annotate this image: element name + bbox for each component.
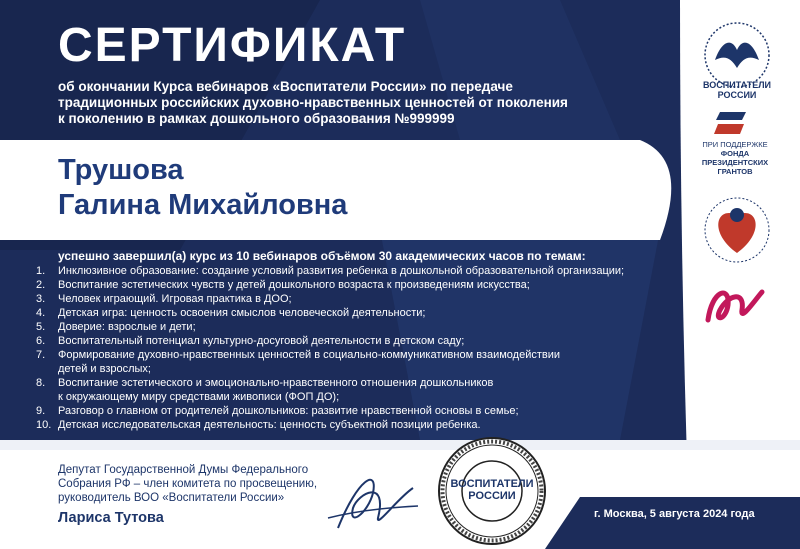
subtitle-line: традиционных российских духовно-нравственных ценностей от поколения xyxy=(58,95,568,110)
list-item: 7. Формирование духовно-нравственных ценностей в социально-коммуникативном взаимодействии детей и взрослых; xyxy=(36,349,561,375)
list-item: 4. Детская игра: ценность освоения смыслов человеческой деятельности; xyxy=(36,307,426,319)
recipient-given-names: Галина Михайловна xyxy=(58,189,348,221)
certificate-title: СЕРТИФИКАТ xyxy=(58,19,407,72)
place-date: г. Москва, 5 августа 2024 года xyxy=(594,508,755,520)
subtitle-line: об окончании Курса вебинаров «Воспитатели России» по передаче xyxy=(58,79,513,94)
list-item: 3. Человек играющий. Игровая практика в ДОО; xyxy=(36,293,292,305)
year-emblem-icon xyxy=(700,280,770,330)
seal-text: ВОСПИТАТЕЛИ РОССИИ xyxy=(450,478,534,502)
list-item: 6. Воспитательный потенциал культурно-досуговой деятельности в детском саду; xyxy=(36,335,465,347)
recipient-surname: Трушова xyxy=(58,154,184,186)
list-item: 1. Инклюзивное образование: создание условий развития ребенка в дошкольной образовательной организации; xyxy=(36,265,625,277)
heart-emblem-icon xyxy=(697,195,777,265)
list-item: 8. Воспитание эстетического и эмоционально-нравственного отношения дошкольников к окружающему миру средствами живописи (ФОП ДО); xyxy=(36,377,494,403)
grants-fund-icon xyxy=(712,110,752,136)
grants-fund-text: ПРИ ПОДДЕРЖКЕ ФОНДА ПРЕЗИДЕНТСКИХ ГРАНТОВ xyxy=(701,140,769,176)
signer-name: Лариса Тутова xyxy=(58,510,164,526)
topics-list xyxy=(36,264,624,432)
signature-icon xyxy=(318,458,428,540)
subtitle-line: к поколению в рамках дошкольного образования №999999 xyxy=(58,111,455,126)
certificate-subtitle xyxy=(58,79,618,127)
list-item: 9. Разговор о главном от родителей дошкольников: развитие нравственной основы в семье; xyxy=(36,405,519,417)
signer-position: Депутат Государственной Думы Федерального Собрания РФ – член комитета по просвещению, руководитель ВОО «Воспитатели России» xyxy=(58,464,318,504)
course-intro: успешно завершил(а) курс из 10 вебинаров объёмом 30 академических часов по темам: xyxy=(58,249,586,263)
list-item: 5. Доверие: взрослые и дети; xyxy=(36,321,196,333)
org-logo-text: ВОСПИТАТЕЛИ РОССИИ xyxy=(703,80,771,100)
list-item: 10. Детская исследовательская деятельность: ценность субъектной позиции ребенка. xyxy=(36,419,481,431)
recipient-name xyxy=(58,153,347,223)
list-item: 2. Воспитание эстетических чувств у детей дошкольного возраста к произведениям искусства; xyxy=(36,279,530,291)
